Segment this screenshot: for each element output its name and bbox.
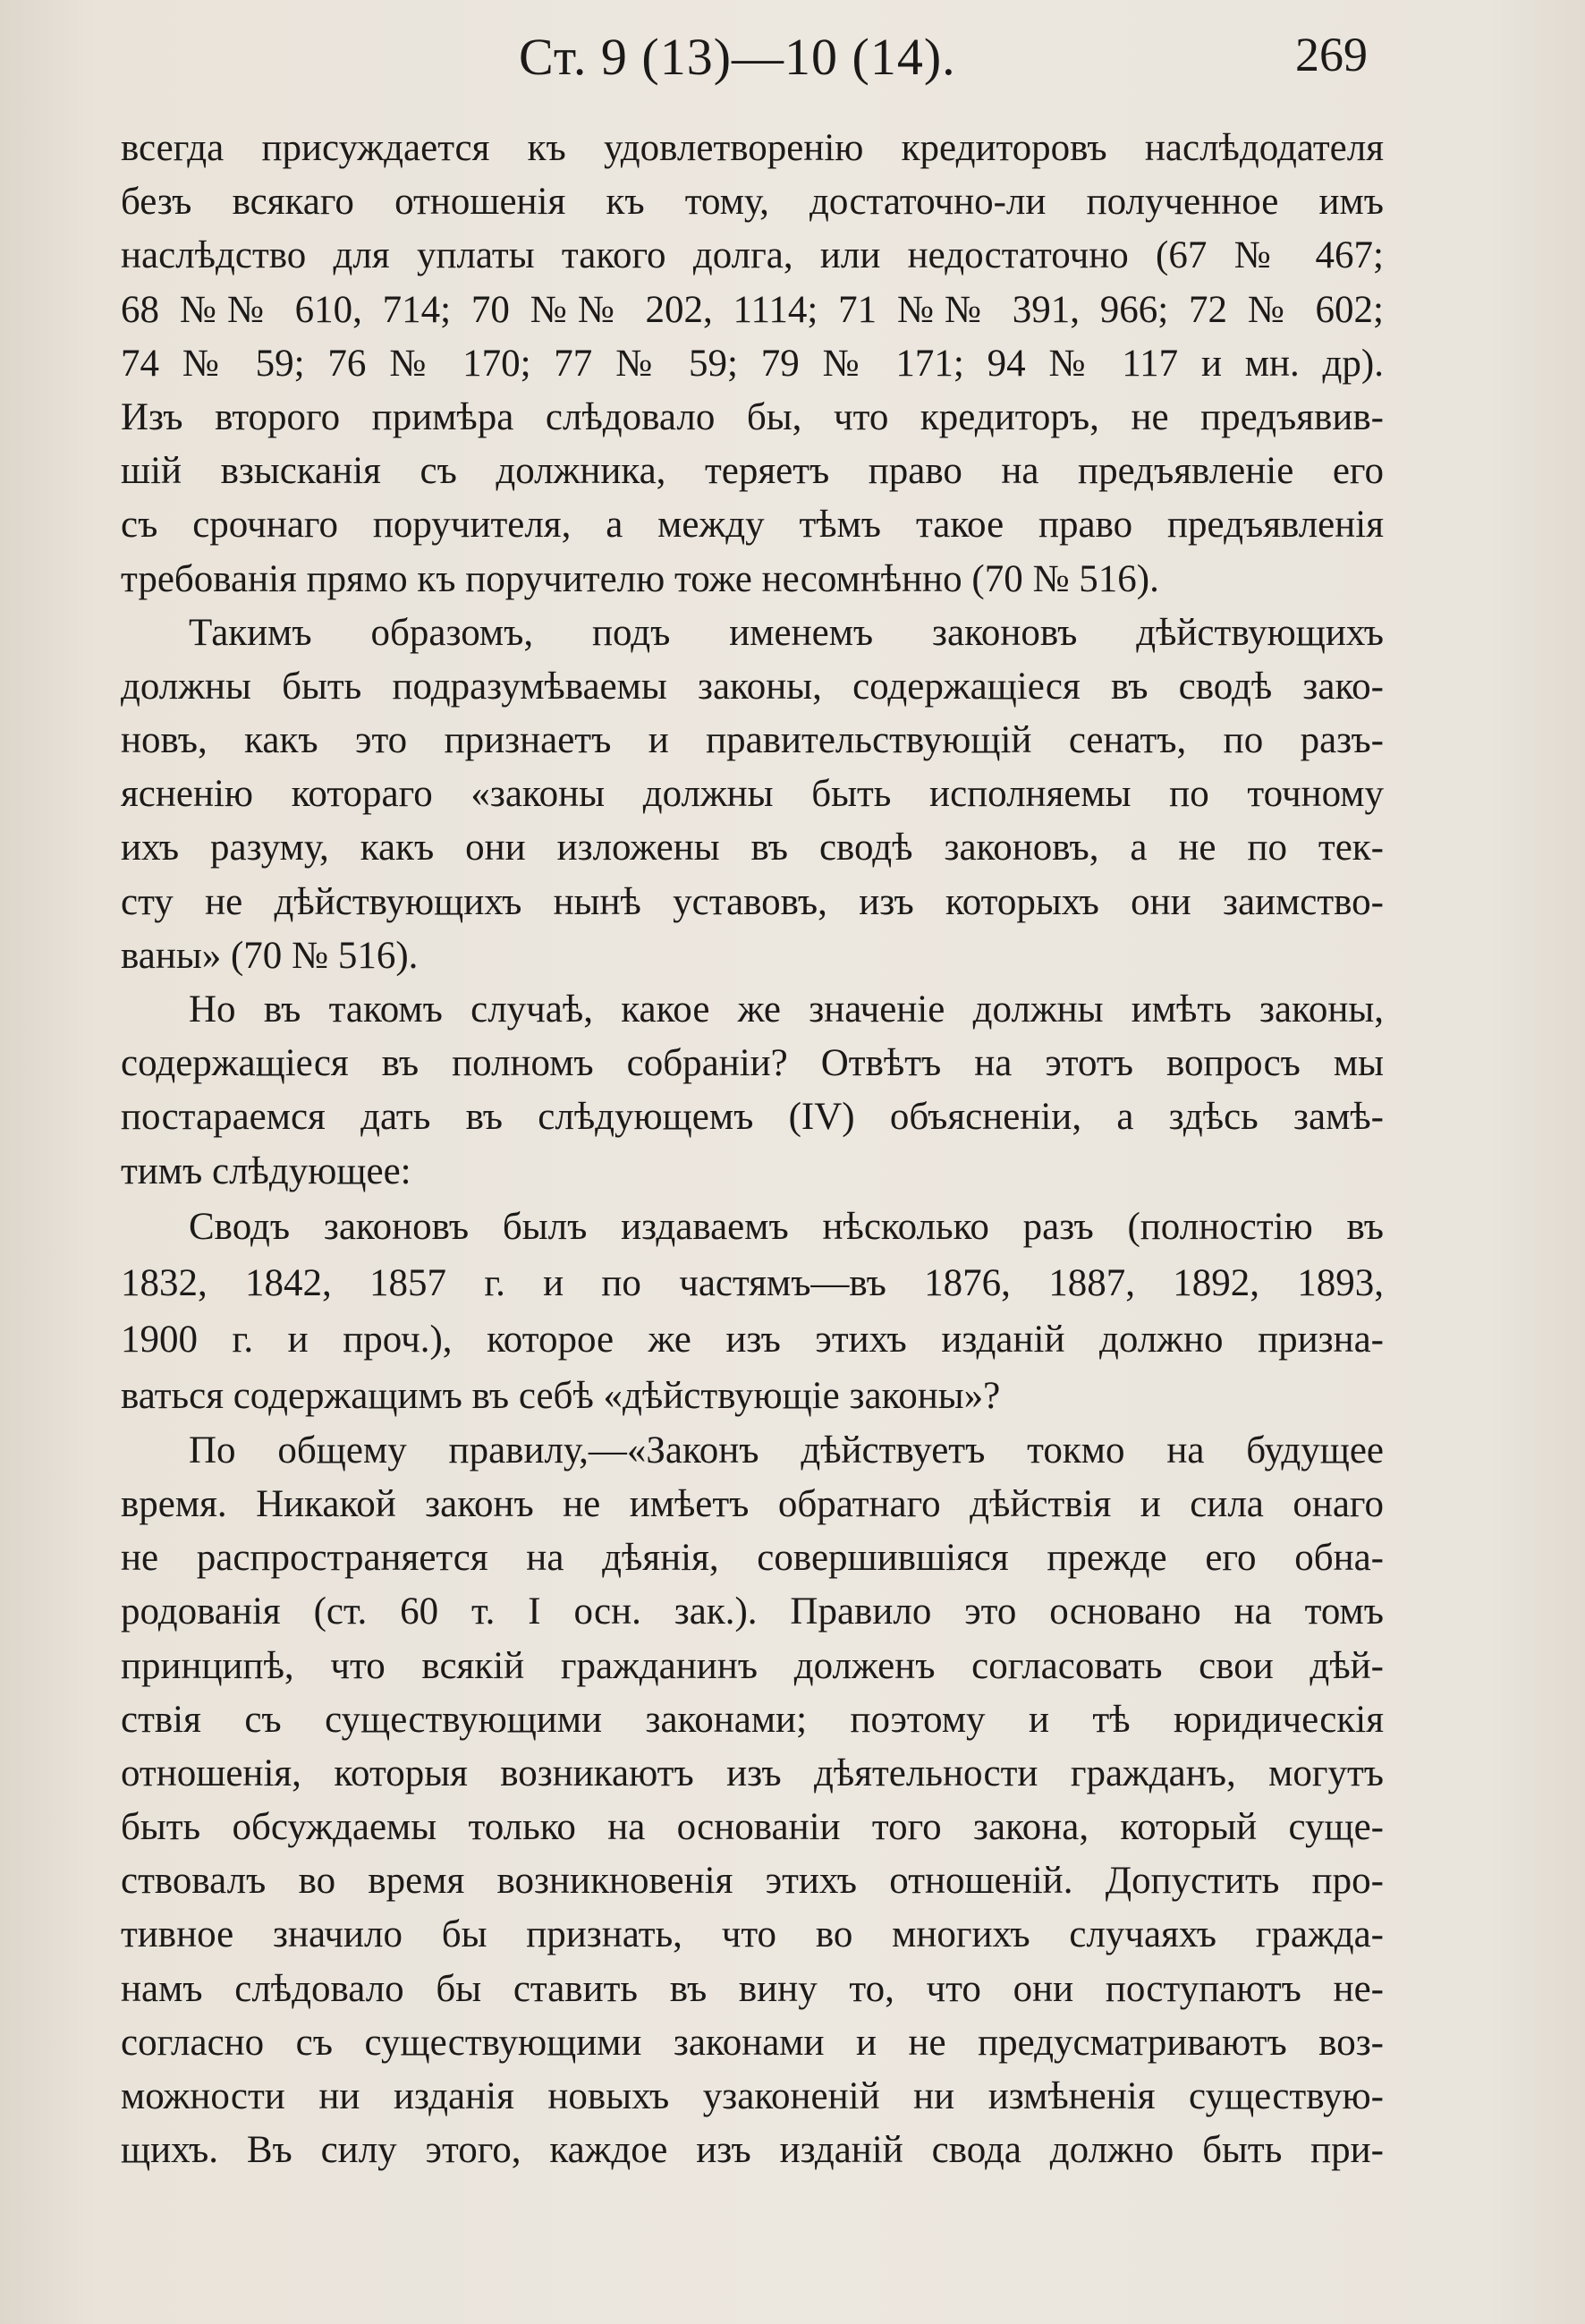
text-line: 68 №№ 610, 714; 70 №№ 202, 1114; 71 №№ 391, 966; 72 № 602;: [121, 288, 1384, 331]
text-line: новъ, какъ это признаетъ и правительствующій сенатъ, по разъ-: [121, 719, 1384, 762]
text-line: безъ всякаго отношенія къ тому, достаточно-ли полученное имъ: [121, 181, 1384, 224]
text-line: содержащіеся въ полномъ собраніи? Отвѣтъ на этотъ вопросъ мы: [121, 1042, 1384, 1085]
text-line: намъ слѣдовало бы ставить въ вину то, что они поступаютъ не-: [121, 1967, 1384, 2010]
text-line: ваны» (70 № 516).: [121, 934, 419, 977]
text-line: должны быть подразумѣваемы законы, содержащіеся въ сводѣ зако-: [121, 665, 1384, 708]
text-line: шій взысканія съ должника, теряетъ право на предъявленіе его: [121, 450, 1384, 493]
text-line: тивное значило бы признать, что во многихъ случаяхъ гражда-: [121, 1913, 1384, 1956]
text-line: 74 № 59; 76 № 170; 77 № 59; 79 № 171; 94 № 117 и мн. др).: [121, 342, 1384, 385]
text-line: наслѣдство для уплаты такого долга, или недостаточно (67 № 467;: [121, 234, 1384, 277]
text-line: родованія (ст. 60 т. I осн. зак.). Правило это основано на томъ: [121, 1590, 1384, 1633]
text-line: согласно съ существующими законами и не предусматриваютъ воз-: [121, 2021, 1384, 2064]
page-header: [0, 20, 1585, 100]
text-line: съ срочнаго поручителя, а между тѣмъ такое право предъявленія: [121, 504, 1384, 547]
text-line: всегда присуждается къ удовлетворенію кредиторовъ наслѣдодателя: [121, 127, 1384, 169]
text-line: ствовалъ во время возникновенія этихъ отношеній. Допустить про-: [121, 1860, 1384, 1903]
page-number: 269: [1295, 28, 1368, 81]
text-line: сту не дѣйствующихъ нынѣ уставовъ, изъ которыхъ они заимство-: [121, 880, 1384, 923]
text-line: можности ни изданія новыхъ узаконеній ни измѣненія существую-: [121, 2075, 1384, 2117]
text-line: не распространяется на дѣянія, совершившіяся прежде его обна-: [121, 1537, 1384, 1580]
paragraph-first-line: Но въ такомъ случаѣ, какое же значеніе должны имѣть законы,: [189, 988, 1384, 1031]
text-line: принципѣ, что всякій гражданинъ долженъ согласовать свои дѣй-: [121, 1644, 1384, 1687]
paragraph-first-line: По общему правилу,—«Законъ дѣйствуетъ токмо на будущее: [189, 1429, 1384, 1472]
text-line: быть обсуждаемы только на основаніи того закона, который суще-: [121, 1806, 1384, 1849]
text-line: ствія съ существующими законами; поэтому и тѣ юридическія: [121, 1698, 1384, 1741]
text-line: постараемся дать въ слѣдующемъ (IV) объясненіи, а здѣсь замѣ-: [121, 1096, 1384, 1139]
text-line: требованія прямо къ поручителю тоже несомнѣнно (70 № 516).: [121, 557, 1159, 600]
text-line: время. Никакой законъ не имѣетъ обратнаго дѣйствія и сила онаго: [121, 1482, 1384, 1525]
text-line: Изъ второго примѣра слѣдовало бы, что кредиторъ, не предъявив-: [121, 395, 1384, 438]
text-line: тимъ слѣдующее:: [121, 1149, 411, 1192]
paragraph-first-line: Такимъ образомъ, подъ именемъ законовъ дѣйствующихъ: [189, 611, 1384, 654]
text-line: 1900 г. и проч.), которое же изъ этихъ изданій должно призна-: [121, 1318, 1384, 1361]
running-title: Ст. 9 (13)—10 (14).: [519, 28, 956, 86]
text-line: отношенія, которыя возникаютъ изъ дѣятельности гражданъ, могутъ: [121, 1751, 1384, 1794]
paragraph-first-line: Сводъ законовъ былъ издаваемъ нѣсколько разъ (полностію въ: [189, 1205, 1384, 1248]
text-line: ясненію котораго «законы должны быть исполняемы по точному: [121, 773, 1384, 816]
text-line: ихъ разуму, какъ они изложены въ сводѣ законовъ, а не по тек-: [121, 827, 1384, 869]
body-text: [121, 122, 1384, 2177]
text-line: щихъ. Въ силу этого, каждое изъ изданій свода должно быть при-: [121, 2129, 1384, 2172]
text-line: 1832, 1842, 1857 г. и по частямъ—въ 1876, 1887, 1892, 1893,: [121, 1261, 1384, 1304]
text-line: ваться содержащимъ въ себѣ «дѣйствующіе законы»?: [121, 1374, 1001, 1417]
